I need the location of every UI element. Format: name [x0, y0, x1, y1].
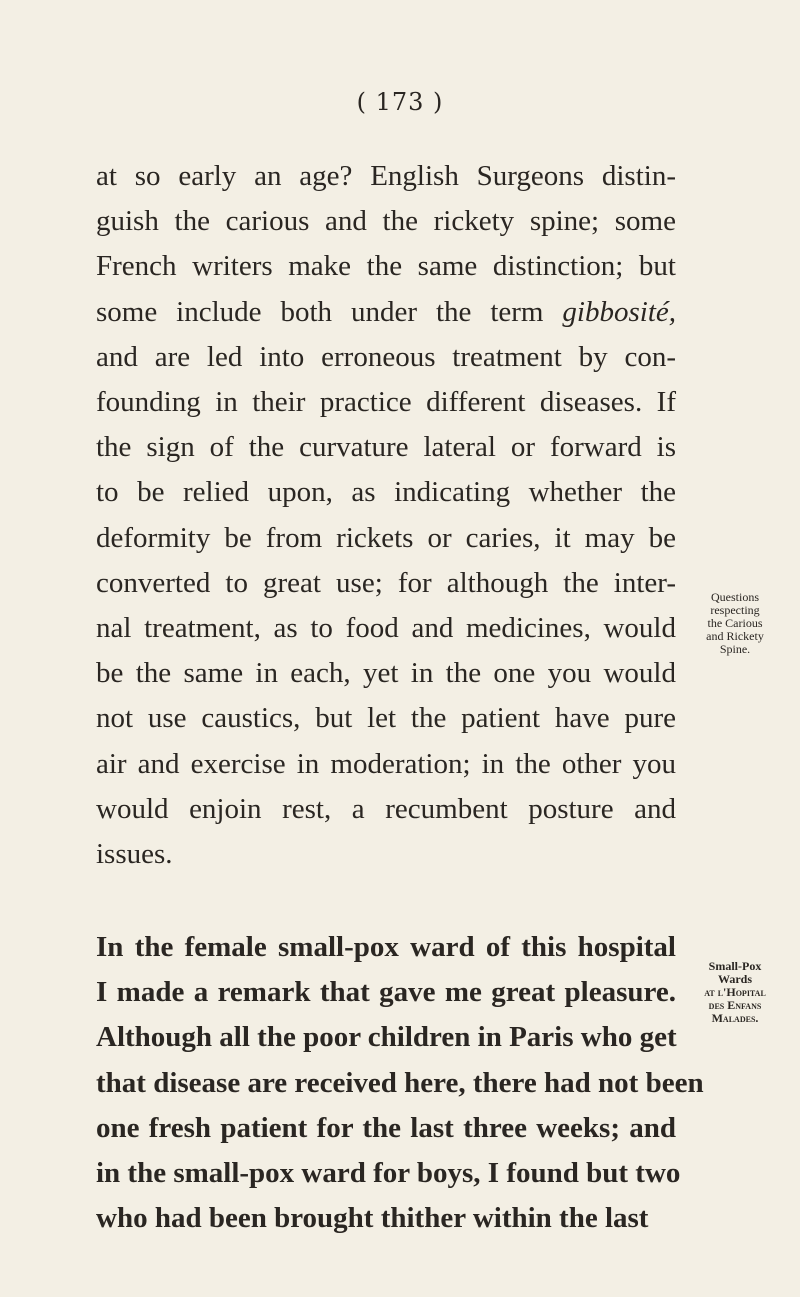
text-line: and are led into erroneous treatment by con- — [96, 340, 676, 373]
paragraph-2 — [96, 925, 704, 1241]
text-line: that disease are received here, there had not been — [96, 1066, 704, 1099]
text-line: the sign of the curvature lateral or forward is — [96, 431, 676, 464]
text-line: who had been brought thither within the last — [96, 1202, 649, 1235]
text-line: at so early an age? English Surgeons distin- — [96, 160, 676, 192]
margin-note-line: des Enfans — [708, 998, 762, 1012]
margin-note-line: and Rickety — [706, 629, 764, 643]
paragraph-1 — [96, 154, 676, 877]
italic-term: gibbosité, — [562, 295, 677, 328]
margin-note-line: Small-Pox — [708, 959, 762, 973]
margin-note-line: at l'Hopital — [704, 985, 766, 999]
text-line: air and exercise in moderation; in the other you — [96, 747, 676, 780]
text-line: French writers make the same distinction; but — [96, 250, 676, 283]
margin-note-line: Questions — [711, 590, 759, 604]
margin-note-line: Spine. — [719, 642, 751, 656]
text-line: deformity be from rickets or caries, it may be — [96, 521, 676, 554]
margin-note-carious-rickety-spine — [690, 591, 780, 656]
text-line: converted to great use; for although the inter- — [96, 566, 676, 599]
text-line: founding in their practice different diseases. If — [96, 386, 676, 419]
text-line: be the same in each, yet in the one you would — [96, 657, 676, 690]
text-line: In the female small-pox ward of this hospital — [96, 931, 676, 963]
margin-note-small-pox-wards — [690, 960, 780, 1025]
text-line: to be relied upon, as indicating whether the — [96, 476, 676, 509]
page-number: ( 173 ) — [356, 88, 444, 116]
text-line: one fresh patient for the last three weeks; and — [96, 1111, 676, 1144]
margin-note-line: Wards — [717, 972, 752, 986]
margin-note-line: the Carious — [707, 616, 763, 630]
text-segment: some include both under the term — [96, 295, 544, 328]
text-line: not use caustics, but let the patient have pure — [96, 702, 676, 735]
text-line: nal treatment, as to food and medicines, would — [96, 612, 676, 645]
margin-note-line: respecting — [710, 603, 760, 617]
text-line: I made a remark that gave me great pleasure. — [96, 976, 676, 1009]
text-line: in the small-pox ward for boys, I found but two — [96, 1157, 681, 1190]
text-line: guish the carious and the rickety spine; some — [96, 205, 676, 238]
margin-note-line: Malades. — [711, 1011, 759, 1025]
text-line: issues. — [96, 838, 173, 871]
text-line: would enjoin rest, a recumbent posture and — [96, 792, 676, 825]
text-line: Although all the poor children in Paris who get — [96, 1021, 677, 1054]
text-line — [96, 290, 676, 335]
